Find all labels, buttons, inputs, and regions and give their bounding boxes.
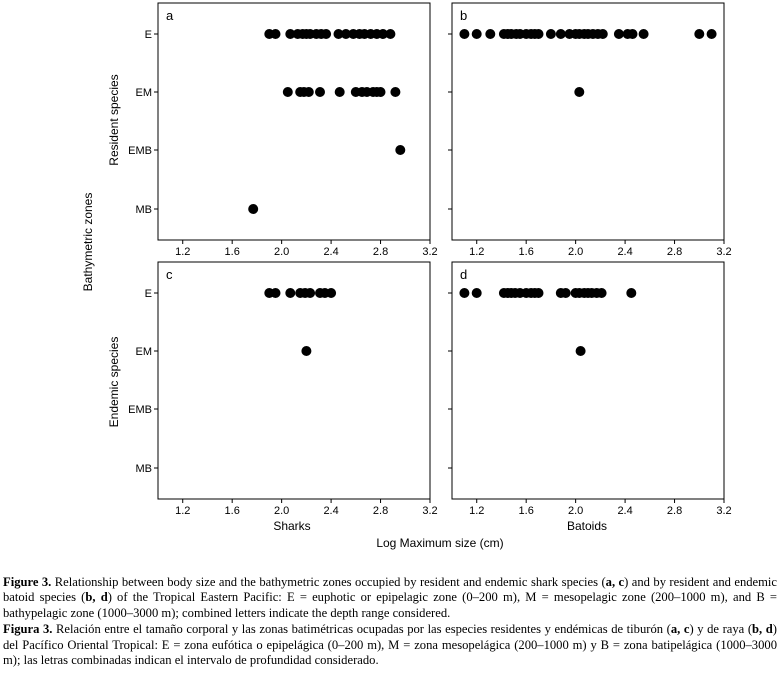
- data-point: [376, 87, 386, 97]
- caption-spanish: [3, 622, 777, 668]
- y-tick-label: EMB: [128, 404, 152, 416]
- x-tick-label: 1.6: [518, 246, 534, 258]
- caption-es-label: Figura 3.: [3, 622, 53, 637]
- y-tick-label: EMB: [128, 145, 152, 157]
- x-tick-label: 2.4: [617, 505, 633, 517]
- caption-english: [3, 575, 777, 621]
- x-tick-label: 1.2: [175, 246, 191, 258]
- data-point: [459, 29, 469, 39]
- panel-b: [448, 3, 732, 258]
- x-tick-label: 3.2: [422, 246, 438, 258]
- data-point: [315, 87, 325, 97]
- y-tick-label: EM: [135, 87, 152, 99]
- plot-frame: [158, 262, 430, 499]
- data-point: [326, 288, 336, 298]
- data-point: [321, 29, 331, 39]
- col-title-sharks: Sharks: [273, 519, 311, 533]
- caption-en-text-2: ) and by resident and endemic batoid species (: [3, 575, 778, 605]
- data-point: [472, 288, 482, 298]
- data-point: [576, 346, 586, 356]
- caption-en-label: Figure 3.: [3, 575, 52, 589]
- caption-es-text-2: ) y de raya (: [689, 622, 753, 637]
- data-point: [335, 87, 345, 97]
- caption-en-text-3: ) of the Tropical Eastern Pacific: E = euphotic or epipelagic zone (0–200 m), M = mesopelagic zone (200–1000 m), and B = bathypelagic zone (1000–3000 m); combined letters indicate the depth range considered.: [3, 590, 777, 620]
- caption-en-text-1: Relationship between body size and the bathymetric zones occupied by resident and endemic shark species (: [51, 575, 606, 589]
- data-point: [283, 87, 293, 97]
- x-tick-label: 2.8: [372, 246, 389, 258]
- data-point: [561, 288, 571, 298]
- data-point: [614, 29, 624, 39]
- x-tick-label: 1.2: [175, 505, 191, 517]
- x-tick-label: 2.0: [273, 246, 290, 258]
- data-point: [628, 29, 638, 39]
- panel-label: d: [460, 267, 468, 282]
- x-tick-label: 1.6: [224, 246, 240, 258]
- caption-es-ref-1: a, c: [670, 622, 690, 637]
- x-tick-label: 2.0: [567, 246, 584, 258]
- data-point: [472, 29, 482, 39]
- panel-label: b: [460, 8, 468, 23]
- data-point: [385, 29, 395, 39]
- row-title-endemic: Endemic species: [107, 336, 121, 428]
- data-point: [248, 204, 258, 214]
- x-tick-label: 2.8: [372, 505, 389, 517]
- shared-x-title: Log Maximum size (cm): [376, 536, 504, 550]
- caption-en-ref-1: a, c: [605, 575, 625, 589]
- caption-en-ref-2: b, d: [85, 590, 108, 605]
- x-tick-label: 1.6: [518, 505, 534, 517]
- panels: [128, 3, 731, 517]
- x-tick-label: 2.8: [666, 505, 683, 517]
- y-tick-label: E: [144, 29, 152, 41]
- data-point: [304, 87, 314, 97]
- x-tick-label: 2.4: [617, 246, 633, 258]
- data-point: [534, 288, 544, 298]
- caption-es-text-3: ) del Pacífico Oriental Tropical: E = zona eufótica o epipelágica (0–200 m), M = zona mesopelágica (200–1000 m) y B = zona batipelágica (1000–3000 m); las letras combinadas indican el intervalo de profundidad considerado.: [3, 622, 777, 668]
- data-point: [574, 87, 584, 97]
- data-point: [271, 288, 281, 298]
- y-tick-label: MB: [135, 204, 152, 216]
- data-point: [694, 29, 704, 39]
- data-point: [626, 288, 636, 298]
- caption-es-ref-2: b, d: [752, 622, 773, 637]
- data-point: [485, 29, 495, 39]
- col-title-batoids: Batoids: [566, 519, 608, 533]
- panel-label: a: [166, 8, 174, 23]
- x-tick-label: 2.0: [567, 505, 584, 517]
- x-tick-label: 2.8: [666, 246, 683, 258]
- data-point: [639, 29, 649, 39]
- row-title-resident: Resident species: [107, 74, 121, 166]
- x-tick-label: 1.6: [224, 505, 240, 517]
- y-tick-label: EM: [135, 346, 152, 358]
- panel-a: [128, 3, 437, 258]
- x-tick-label: 2.0: [273, 505, 290, 517]
- y-tick-label: E: [144, 288, 152, 300]
- x-tick-label: 2.4: [323, 246, 339, 258]
- panel-label: c: [166, 267, 173, 282]
- data-point: [395, 145, 405, 155]
- x-tick-label: 1.2: [469, 505, 485, 517]
- panel-c: [128, 262, 437, 517]
- x-tick-label: 3.2: [716, 505, 732, 517]
- data-point: [597, 288, 607, 298]
- caption-es-text-1: Relación entre el tamaño corporal y las zonas batimétricas ocupadas por las especies residentes y endémicas de tiburón (: [52, 622, 671, 637]
- data-point: [301, 346, 311, 356]
- data-point: [271, 29, 281, 39]
- data-point: [598, 29, 608, 39]
- y-tick-label: MB: [135, 463, 152, 475]
- shared-y-title: Bathymetric zones: [81, 192, 95, 292]
- data-point: [459, 288, 469, 298]
- data-point: [390, 87, 400, 97]
- x-tick-label: 1.2: [469, 246, 485, 258]
- figure-caption: [3, 575, 777, 669]
- data-point: [556, 29, 566, 39]
- x-tick-label: 3.2: [422, 505, 438, 517]
- data-point: [534, 29, 544, 39]
- data-point: [285, 288, 295, 298]
- x-tick-label: 3.2: [716, 246, 732, 258]
- data-point: [546, 29, 556, 39]
- data-point: [305, 288, 315, 298]
- panel-d: [448, 262, 732, 517]
- x-tick-label: 2.4: [323, 505, 339, 517]
- data-point: [707, 29, 717, 39]
